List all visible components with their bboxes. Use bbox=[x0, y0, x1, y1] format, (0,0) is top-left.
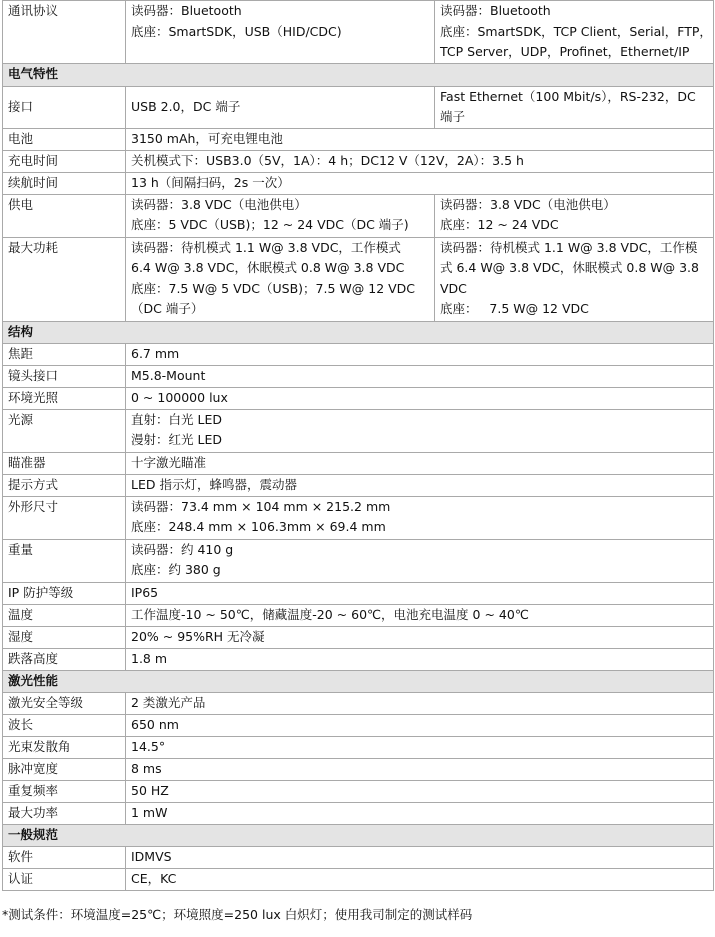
label-laser-class: 激光安全等级 bbox=[3, 692, 126, 714]
row-drop bbox=[3, 648, 714, 670]
spec-table bbox=[2, 0, 714, 891]
row-indicator bbox=[3, 474, 714, 496]
section-title: 激光性能 bbox=[3, 670, 714, 692]
value-power-supply-dock: 读码器：3.8 VDC（电池供电） 底座：12 ~ 24 VDC bbox=[435, 194, 714, 237]
label-max-output: 最大功率 bbox=[3, 802, 126, 824]
row-battery bbox=[3, 128, 714, 150]
row-protocol bbox=[3, 1, 714, 64]
label-wavelength: 波长 bbox=[3, 714, 126, 736]
section-title: 结构 bbox=[3, 321, 714, 343]
section-general bbox=[3, 824, 714, 846]
label-interface: 接口 bbox=[3, 86, 126, 128]
value-drop: 1.8 m bbox=[126, 648, 714, 670]
footnote: *测试条件：环境温度=25℃；环境照度=250 lux 白炽灯；使用我司制定的测试样码 bbox=[2, 907, 473, 922]
value-battery: 3150 mAh，可充电锂电池 bbox=[126, 128, 714, 150]
label-charge-time: 充电时间 bbox=[3, 150, 126, 172]
value-charge-time: 关机模式下：USB3.0（5V，1A）：4 h；DC12 V（12V，2A）：3.5 h bbox=[126, 150, 714, 172]
value-max-power-dock: 读码器：待机模式 1.1 W@ 3.8 VDC，工作模 式 6.4 W@ 3.8 VDC，休眠模式 0.8 W@ 3.8 VDC 底座： 7.5 W@ 12 VDC bbox=[435, 237, 714, 321]
label-ip: IP 防护等级 bbox=[3, 582, 126, 604]
label-temperature: 温度 bbox=[3, 604, 126, 626]
label-light: 光源 bbox=[3, 409, 126, 452]
section-electrical bbox=[3, 63, 714, 86]
label-repeat: 重复频率 bbox=[3, 780, 126, 802]
value-max-power-reader: 读码器：待机模式 1.1 W@ 3.8 VDC，工作模式 6.4 W@ 3.8 VDC，休眠模式 0.8 W@ 3.8 VDC 底座：7.5 W@ 5 VDC（USB)；7.5 W@ 12 VDC （DC 端子） bbox=[126, 237, 435, 321]
value-dimensions: 读码器：73.4 mm × 104 mm × 215.2 mm 底座：248.4 mm × 106.3mm × 69.4 mm bbox=[126, 496, 714, 539]
value-software: IDMVS bbox=[126, 846, 714, 868]
value-ip: IP65 bbox=[126, 582, 714, 604]
label-battery: 电池 bbox=[3, 128, 126, 150]
value-temperature: 工作温度-10 ~ 50℃，储藏温度-20 ~ 60℃，电池充电温度 0 ~ 40℃ bbox=[126, 604, 714, 626]
label-indicator: 提示方式 bbox=[3, 474, 126, 496]
row-light bbox=[3, 409, 714, 452]
row-interface bbox=[3, 86, 714, 128]
label-aimer: 瞄准器 bbox=[3, 452, 126, 474]
value-divergence: 14.5° bbox=[126, 736, 714, 758]
label-power-supply: 供电 bbox=[3, 194, 126, 237]
label-dimensions: 外形尺寸 bbox=[3, 496, 126, 539]
label-software: 软件 bbox=[3, 846, 126, 868]
value-protocol-reader: 读码器：Bluetooth 底座：SmartSDK，USB（HID/CDC) bbox=[126, 1, 435, 64]
row-aimer bbox=[3, 452, 714, 474]
label-weight: 重量 bbox=[3, 539, 126, 582]
value-focal: 6.7 mm bbox=[126, 343, 714, 365]
value-endurance: 13 h（间隔扫码，2s 一次） bbox=[126, 172, 714, 194]
value-repeat: 50 HZ bbox=[126, 780, 714, 802]
row-repeat bbox=[3, 780, 714, 802]
label-drop: 跌落高度 bbox=[3, 648, 126, 670]
label-pulse: 脉冲宽度 bbox=[3, 758, 126, 780]
value-interface-reader: USB 2.0，DC 端子 bbox=[126, 86, 435, 128]
label-endurance: 续航时间 bbox=[3, 172, 126, 194]
label-humidity: 湿度 bbox=[3, 626, 126, 648]
value-laser-class: 2 类激光产品 bbox=[126, 692, 714, 714]
row-mount bbox=[3, 365, 714, 387]
row-temperature bbox=[3, 604, 714, 626]
value-mount: M5.8-Mount bbox=[126, 365, 714, 387]
row-endurance bbox=[3, 172, 714, 194]
label-divergence: 光束发散角 bbox=[3, 736, 126, 758]
row-wavelength bbox=[3, 714, 714, 736]
row-laser-class bbox=[3, 692, 714, 714]
row-cert bbox=[3, 868, 714, 890]
value-indicator: LED 指示灯，蜂鸣器，震动器 bbox=[126, 474, 714, 496]
label-focal: 焦距 bbox=[3, 343, 126, 365]
value-weight: 读码器：约 410 g 底座：约 380 g bbox=[126, 539, 714, 582]
section-title: 一般规范 bbox=[3, 824, 714, 846]
value-aimer: 十字激光瞄准 bbox=[126, 452, 714, 474]
value-protocol-dock: 读码器：Bluetooth 底座：SmartSDK，TCP Client，Serial，FTP， TCP Server，UDP，Profinet，Ethernet/IP bbox=[435, 1, 714, 64]
row-humidity bbox=[3, 626, 714, 648]
value-ambient: 0 ~ 100000 lux bbox=[126, 387, 714, 409]
row-max-output bbox=[3, 802, 714, 824]
value-humidity: 20% ~ 95%RH 无冷凝 bbox=[126, 626, 714, 648]
value-max-output: 1 mW bbox=[126, 802, 714, 824]
row-max-power bbox=[3, 237, 714, 321]
value-pulse: 8 ms bbox=[126, 758, 714, 780]
label-mount: 镜头接口 bbox=[3, 365, 126, 387]
value-power-supply-reader: 读码器：3.8 VDC（电池供电） 底座：5 VDC（USB)；12 ~ 24 VDC（DC 端子) bbox=[126, 194, 435, 237]
row-power-supply bbox=[3, 194, 714, 237]
row-dimensions bbox=[3, 496, 714, 539]
row-focal bbox=[3, 343, 714, 365]
section-title: 电气特性 bbox=[3, 63, 714, 86]
label-protocol: 通讯协议 bbox=[3, 1, 126, 64]
row-divergence bbox=[3, 736, 714, 758]
row-pulse bbox=[3, 758, 714, 780]
value-interface-dock: Fast Ethernet（100 Mbit/s），RS-232，DC 端子 bbox=[435, 86, 714, 128]
row-software bbox=[3, 846, 714, 868]
row-ambient bbox=[3, 387, 714, 409]
value-wavelength: 650 nm bbox=[126, 714, 714, 736]
value-cert: CE，KC bbox=[126, 868, 714, 890]
row-ip bbox=[3, 582, 714, 604]
label-ambient: 环境光照 bbox=[3, 387, 126, 409]
label-cert: 认证 bbox=[3, 868, 126, 890]
row-charge-time bbox=[3, 150, 714, 172]
label-max-power: 最大功耗 bbox=[3, 237, 126, 321]
value-light: 直射：白光 LED 漫射：红光 LED bbox=[126, 409, 714, 452]
row-weight bbox=[3, 539, 714, 582]
section-laser bbox=[3, 670, 714, 692]
section-structure bbox=[3, 321, 714, 343]
